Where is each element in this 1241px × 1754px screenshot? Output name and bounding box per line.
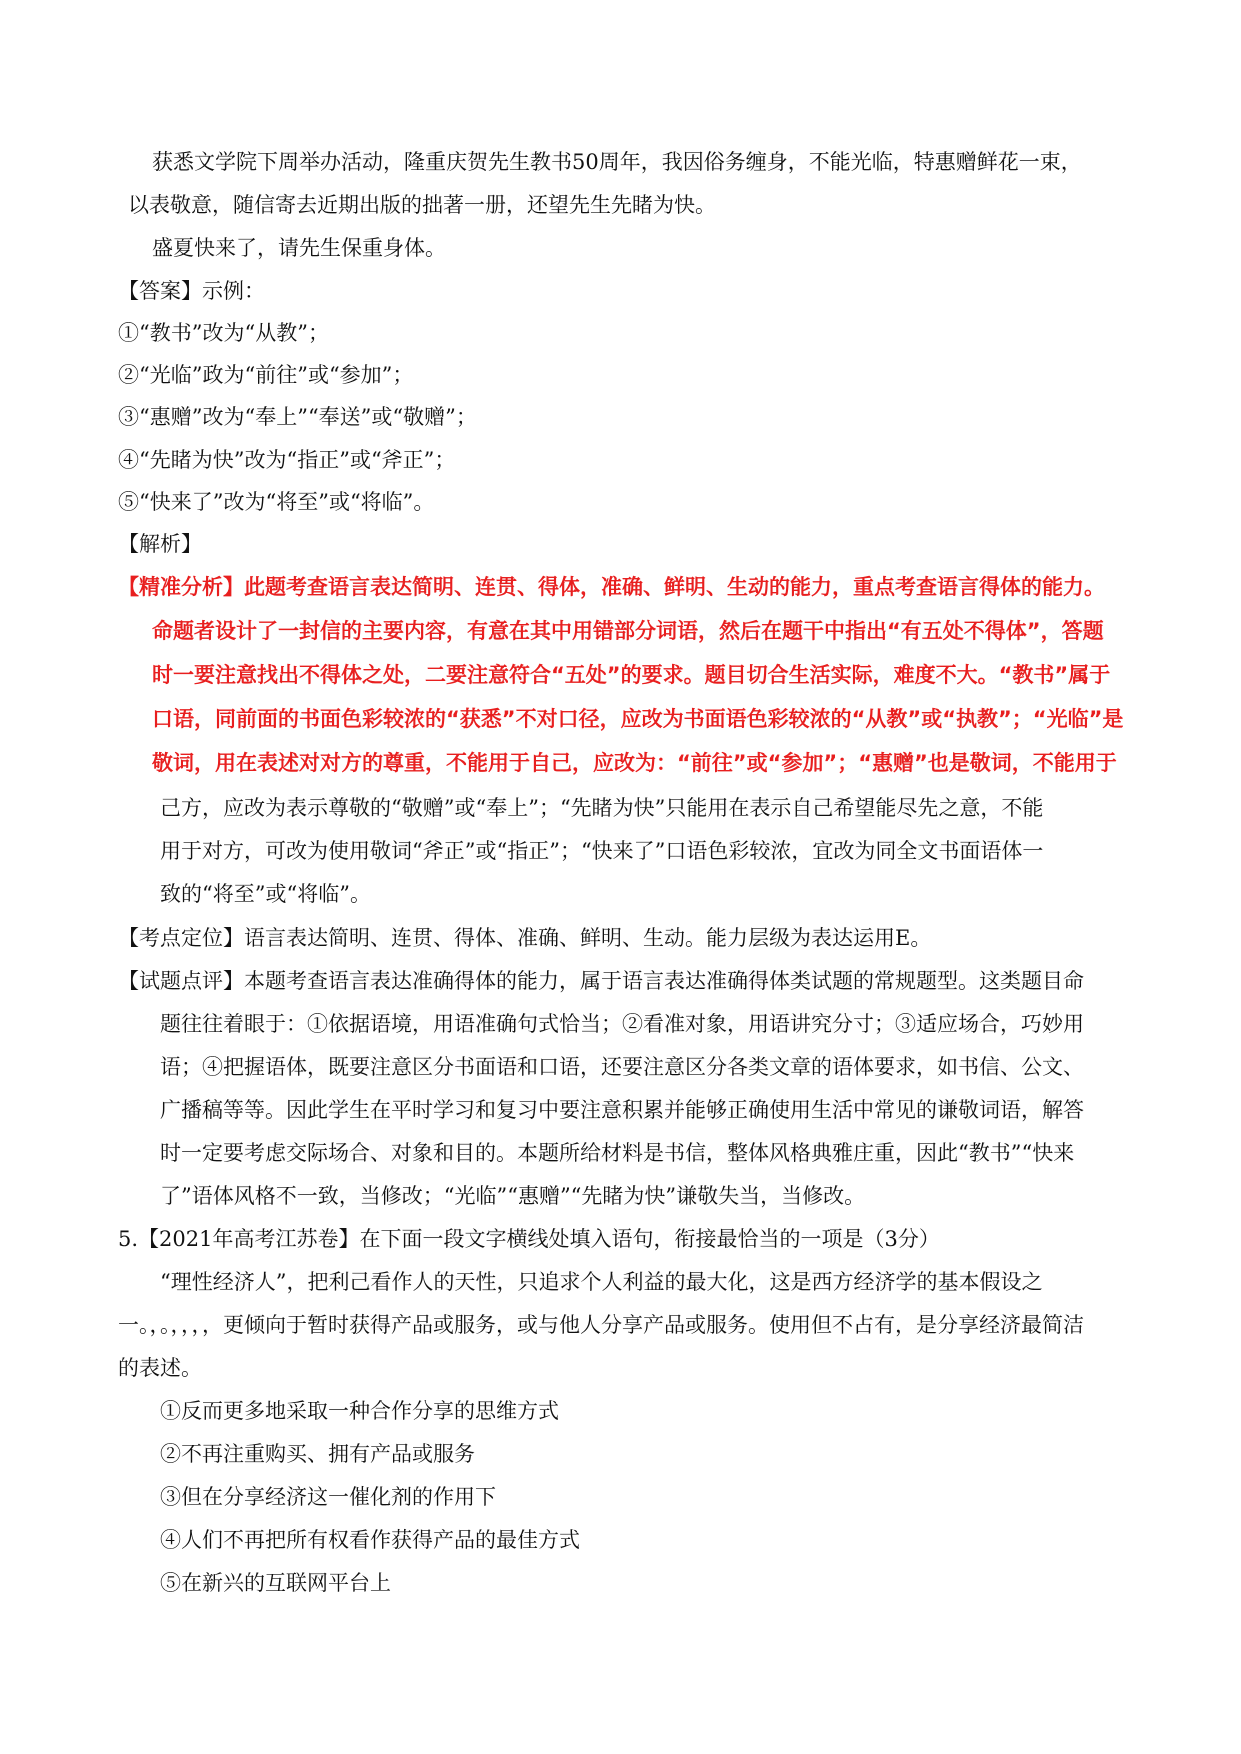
- question-5-option: ③但在分享经济这一催化剂的作用下: [160, 1485, 496, 1509]
- comment-line: 语；④把握语体，既要注意区分书面语和口语，还要注意区分各类文章的语体要求，如书信、公文、: [160, 1055, 1084, 1079]
- analysis-continuation-line: 致的“将至”或“将临”。: [160, 882, 371, 906]
- answer-item: ①“教书”改为“从教”；: [118, 321, 329, 345]
- answer-item: ④“先睹为快”改为“指正”或“斧正”；: [118, 448, 456, 472]
- analysis-continuation-line: 己方，应改为表示尊敬的“敬赠”或“奉上”；“先睹为快”只能用在表示自己希望能尽先之意，不能: [160, 796, 1044, 820]
- comment-line: 了”语体风格不一致，当修改；“光临”“惠赠”“先睹为快”谦敬失当，当修改。: [160, 1184, 866, 1208]
- precise-analysis-line: 时一要注意找出不得体之处，二要注意符合“五处”的要求。题目切合生活实际，难度不大。“教书”属于: [152, 663, 1111, 687]
- question-5-option: ①反而更多地采取一种合作分享的思维方式: [160, 1399, 559, 1423]
- letter-paragraph-1-line-2: 以表敬意，随信寄去近期出版的拙著一册，还望先生先睹为快。: [128, 193, 716, 217]
- comment-line: 广播稿等等。因此学生在平时学习和复习中要注意积累并能够正确使用生活中常见的谦敬词语，解答: [160, 1098, 1084, 1122]
- answer-item: ③“惠赠”改为“奉上”“奉送”或“敬赠”；: [118, 405, 477, 429]
- answer-item: ②“光临”政为“前往”或“参加”；: [118, 363, 414, 387]
- question-5-option: ④人们不再把所有权看作获得产品的最佳方式: [160, 1528, 580, 1552]
- question-5-title: 5.【2021年高考江苏卷】在下面一段文字横线处填入语句，衔接最恰当的一项是（3分）: [118, 1227, 940, 1251]
- precise-analysis-line: 【精准分析】此题考查语言表达简明、连贯、得体，准确、鲜明、生动的能力，重点考查语言得体的能力。: [118, 575, 1105, 599]
- test-point-line: 【考点定位】语言表达简明、连贯、得体、准确、鲜明、生动。能力层级为表达运用E。: [118, 926, 932, 950]
- question-5-passage-line: “理性经济人”，把利己看作人的天性，只追求个人利益的最大化，这是西方经济学的基本假设之: [160, 1270, 1043, 1294]
- analysis-continuation-line: 用于对方，可改为使用敬词“斧正”或“指正”；“快来了”口语色彩较浓，宜改为同全文书面语体一: [160, 839, 1044, 863]
- comment-line: 时一定要考虑交际场合、对象和目的。本题所给材料是书信，整体风格典雅庄重，因此“教书”“快来: [160, 1141, 1075, 1165]
- answer-item: ⑤“快来了”改为“将至”或“将临”。: [118, 490, 435, 514]
- precise-analysis-line: 口语，同前面的书面色彩较浓的“获悉”不对口径，应改为书面语色彩较浓的“从教”或“执教”；“光临”是: [152, 707, 1124, 731]
- comment-line: 【试题点评】本题考查语言表达准确得体的能力，属于语言表达准确得体类试题的常规题型。这类题目命: [118, 969, 1084, 993]
- question-5-passage-line: 的表述。: [118, 1356, 202, 1380]
- question-5-passage-line: 一。，。，，，，更倾向于暂时获得产品或服务，或与他人分享产品或服务。使用但不占有，是分享经济最简洁: [118, 1313, 1084, 1337]
- precise-analysis-line: 命题者设计了一封信的主要内容，有意在其中用错部分词语，然后在题干中指出“有五处不得体”，答题: [152, 619, 1104, 643]
- letter-paragraph-1-line-1: 获悉文学院下周举办活动，隆重庆贺先生教书50周年，我因俗务缠身，不能光临，特惠赠鲜花一束，: [152, 150, 1082, 174]
- question-5-option: ②不再注重购买、拥有产品或服务: [160, 1442, 475, 1466]
- precise-analysis-line: 敬词，用在表述对对方的尊重，不能用于自己，应改为：“前往”或“参加”；“惠赠”也是敬词，不能用于: [152, 751, 1117, 775]
- comment-line: 题往往着眼于：①依据语境，用语准确句式恰当；②看准对象，用语讲究分寸；③适应场合，巧妙用: [160, 1012, 1084, 1036]
- question-5-option: ⑤在新兴的互联网平台上: [160, 1571, 391, 1595]
- answer-header: 【答案】示例：: [118, 279, 265, 303]
- letter-paragraph-2: 盛夏快来了，请先生保重身体。: [152, 236, 446, 260]
- analysis-header: 【解析】: [118, 532, 202, 556]
